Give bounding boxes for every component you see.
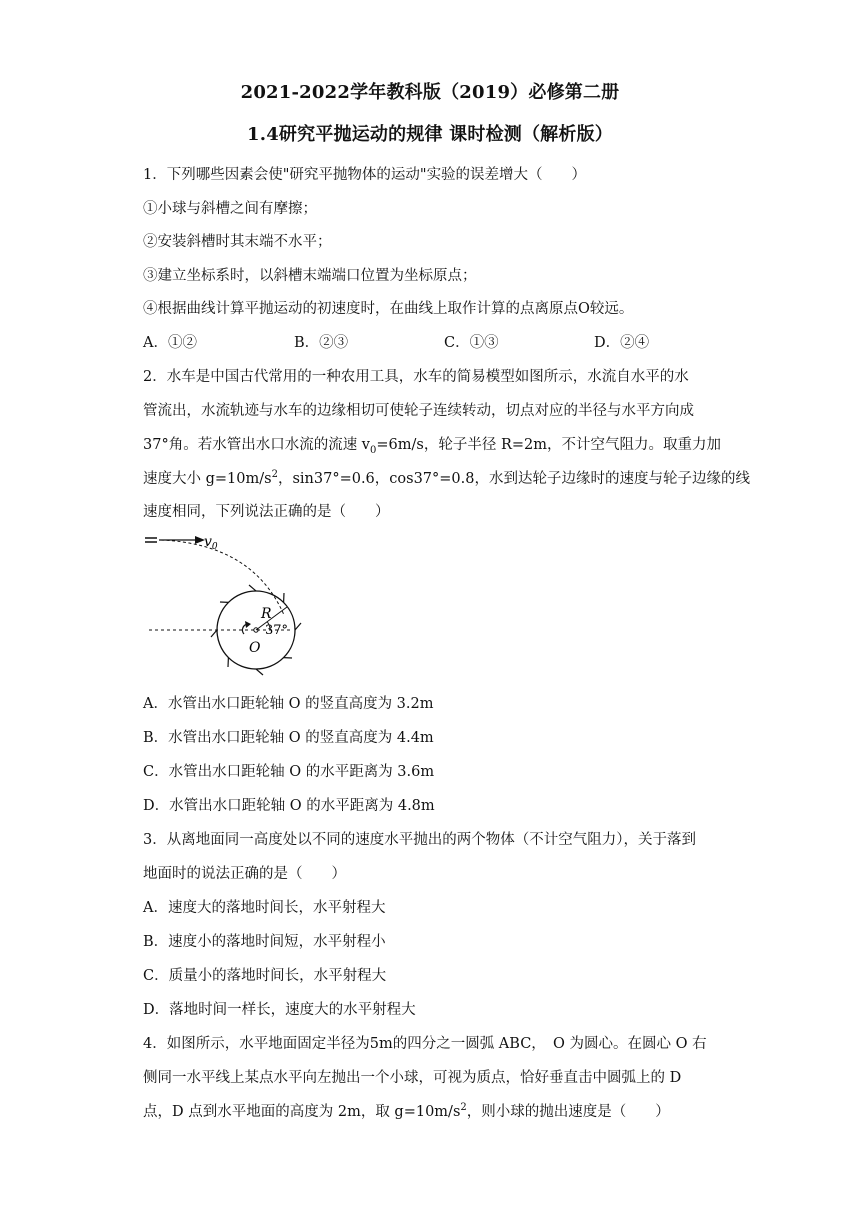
angle-label: 37° (265, 623, 289, 638)
q2-option-d: D．水管出水口距轮轴 O 的水平距离为 4.8m (143, 798, 435, 814)
q3-option-b: B．速度小的落地时间短，水平射程小 (143, 934, 386, 950)
q2-v0-subscript: 0 (370, 444, 377, 456)
document-title: 2021-2022学年教科版（2019）必修第二册 (240, 82, 620, 103)
rotation-arrowhead (245, 621, 251, 628)
q2-stem-line-3-a: 37°角。若水管出水口水流的流速 v (143, 437, 371, 453)
q1-stem: 1．下列哪些因素会使"研究平抛物体的运动"实验的误差增大（ ） (143, 167, 587, 183)
q1-option-c: C．①③ (444, 335, 499, 351)
q2-option-a: A．水管出水口距轮轴 O 的竖直高度为 3.2m (143, 696, 434, 712)
q3-option-d: D．落地时间一样长，速度大的水平射程大 (143, 1002, 416, 1018)
water-wheel-figure (143, 530, 323, 680)
q3-stem-line-1: 3．从离地面同一高度处以不同的速度水平抛出的两个物体（不计空气阻力），关于落到 (143, 832, 696, 848)
q1-option-d: D．②④ (594, 335, 650, 351)
q2-stem-line-4 (143, 467, 750, 488)
center-label: O (249, 640, 261, 656)
q2-g-superscript: 2 (271, 469, 278, 481)
q1-item-2: ②安装斜槽时其末端不水平； (143, 234, 332, 250)
q2-stem-line-3 (143, 433, 721, 456)
q4-stem-line-3-a: 点，D 点到水平地面的高度为 2m，取 g=10m/s (143, 1104, 461, 1120)
q2-stem-line-3-b: =6m/s，轮子半径 R=2m，不计空气阻力。取重力加 (376, 437, 721, 453)
q2-stem-line-4-b: ，sin37°=0.6，cos37°=0.8，水到达轮子边缘时的速度与轮子边缘的线 (277, 471, 750, 487)
q1-item-3: ③建立坐标系时，以斜槽末端端口位置为坐标原点； (143, 268, 477, 284)
q2-stem-line-4-a: 速度大小 g=10m/s (143, 471, 272, 487)
q1-item-4: ④根据曲线计算平抛运动的初速度时，在曲线上取作计算的点离原点O较远。 (143, 301, 634, 317)
velocity-label: $v_0$ (204, 534, 218, 552)
q3-option-c: C．质量小的落地时间长，水平射程大 (143, 968, 387, 984)
q1-option-b: B．②③ (294, 335, 349, 351)
q2-stem-line-2: 管流出，水流轨迹与水车的边缘相切可使轮子连续转动，切点对应的半径与水平方向成 (143, 403, 694, 419)
q4-stem-line-3-b: ，则小球的抛出速度是（ ） (466, 1104, 670, 1120)
q2-option-c: C．水管出水口距轮轴 O 的水平距离为 3.6m (143, 764, 435, 780)
water-trajectory (161, 540, 284, 615)
q3-option-a: A．速度大的落地时间长，水平射程大 (143, 900, 386, 916)
q3-stem-line-2: 地面时的说法正确的是（ ） (143, 866, 346, 882)
document-subtitle: 1.4研究平抛运动的规律 课时检测（解析版） (247, 124, 613, 145)
q4-stem-line-3 (143, 1100, 670, 1121)
q4-stem-line-1: 4．如图所示，水平地面固定半径为5m的四分之一圆弧 ABC， O 为圆心。在圆心 O 右 (143, 1036, 707, 1052)
q1-option-a: A．①② (143, 335, 197, 351)
radius-label: R (261, 606, 272, 622)
q2-option-b: B．水管出水口距轮轴 O 的竖直高度为 4.4m (143, 730, 434, 746)
q1-item-1: ①小球与斜槽之间有摩擦； (143, 201, 317, 217)
q2-stem-line-5: 速度相同，下列说法正确的是（ ） (143, 504, 390, 520)
q2-stem-line-1: 2．水车是中国古代常用的一种农用工具，水车的简易模型如图所示，水流自水平的水 (143, 369, 689, 385)
q4-stem-line-2: 侧同一水平线上某点水平向左抛出一个小球，可视为质点，恰好垂直击中圆弧上的 D (143, 1070, 682, 1086)
q4-g-superscript: 2 (460, 1102, 467, 1114)
